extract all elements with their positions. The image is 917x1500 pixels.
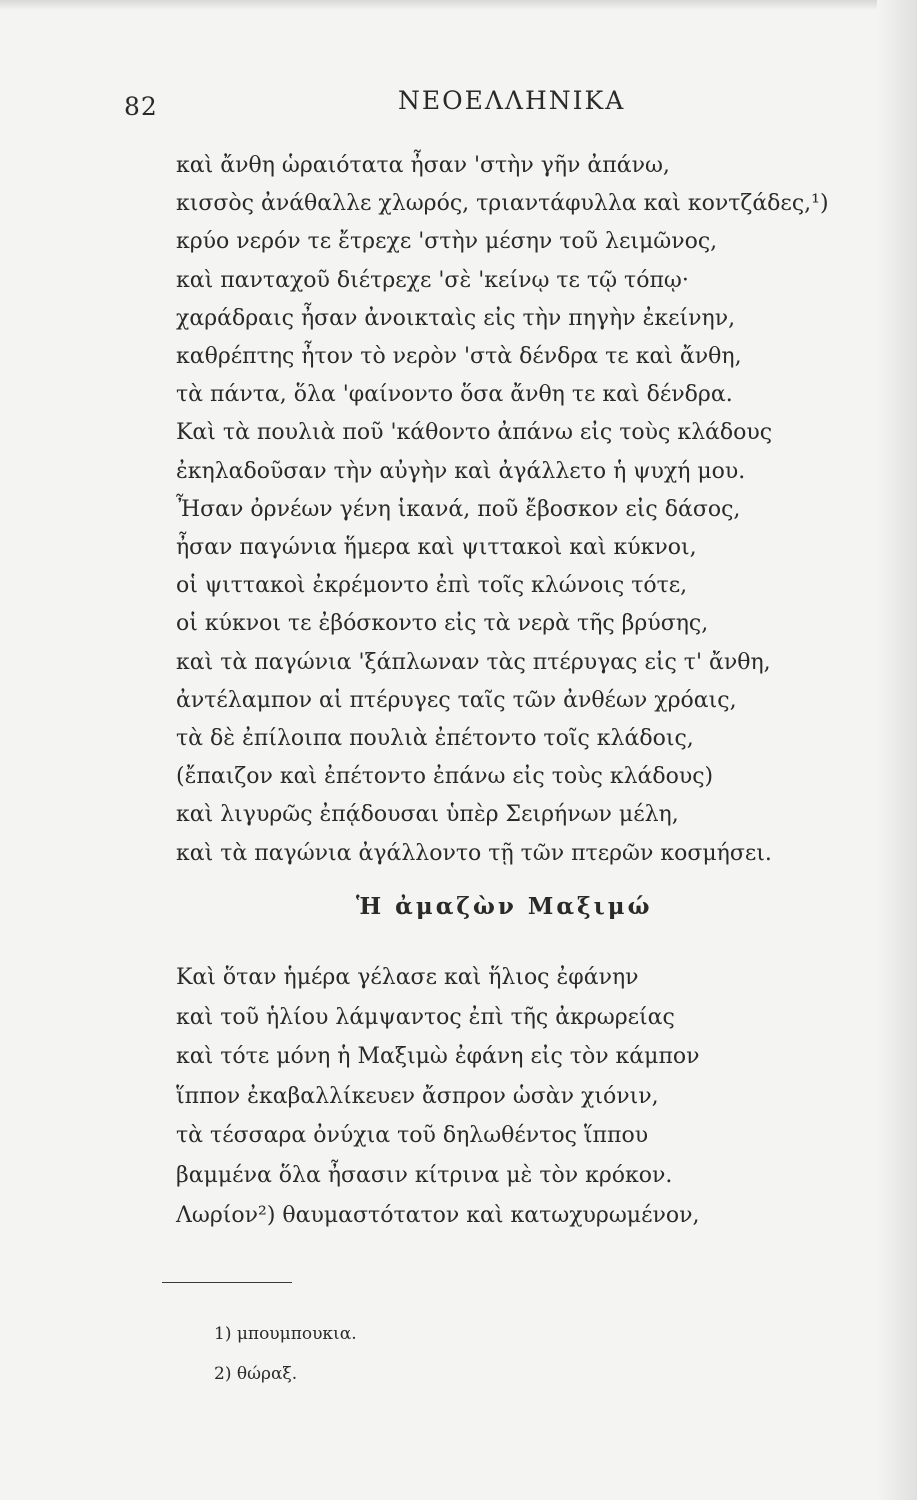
poem-part-2 <box>176 958 876 1235</box>
poem-line: ἦσαν παγώνια ἥμερα καὶ ψιττακοὶ καὶ κύκνοι, <box>176 535 697 561</box>
poem-line: καὶ τότε μόνη ἡ Μαξιμὼ ἐφάνη εἰς τὸν κάμπον <box>176 1044 700 1070</box>
poem-line: τὰ τέσσαρα ὀνύχια τοῦ δηλωθέντος ἵππου <box>176 1123 649 1149</box>
footnote: 1) μπουμπουκια. <box>214 1324 357 1344</box>
poem-line: καὶ ἄνθη ὡραιότατα ἦσαν 'στὴν γῆν ἀπάνω, <box>176 153 670 178</box>
poem-line: καὶ πανταχοῦ διέτρεχε 'σὲ 'κείνῳ τε τῷ τόπῳ· <box>176 267 689 293</box>
poem-line: καὶ τὰ παγώνια 'ξάπλωναν τὰς πτέρυγας εἰς τ' ἄνθη, <box>176 649 771 675</box>
poem-part-1 <box>176 147 876 873</box>
poem-line: κισσὸς ἀνάθαλλε χλωρός, τριαντάφυλλα καὶ κοντζάδες,¹) <box>176 191 829 217</box>
poem-line: βαμμένα ὅλα ἦσασιν κίτρινα μὲ τὸν κρόκον. <box>176 1162 673 1188</box>
poem-line: ἀντέλαμπον αἱ πτέρυγες ταῖς τῶν ἀνθέων χρόαις, <box>176 687 737 713</box>
poem-line: (ἔπαιζον καὶ ἐπέτοντο ἐπάνω εἰς τοὺς κλάδους) <box>176 764 714 790</box>
poem-line: κρύο νερόν τε ἔτρεχε 'στὴν μέσην τοῦ λειμῶνος, <box>176 229 718 255</box>
poem-line: χαράδραις ἦσαν ἀνοικταὶς εἰς τὴν πηγὴν ἐκείνην, <box>176 305 736 331</box>
poem-line: Ἦσαν ὀρνέων γένη ἱκανά, ποῦ ἔβοσκον εἰς δάσος, <box>176 496 741 522</box>
poem-line: Καὶ ὅταν ἡμέρα γέλασε καὶ ἥλιος ἐφάνην <box>176 965 639 990</box>
poem-line: Καὶ τὰ πουλιὰ ποῦ 'κάθοντο ἀπάνω εἰς τοὺς κλάδους <box>176 420 773 446</box>
poem-line: καὶ τοῦ ἡλίου λάμψαντος ἐπὶ τῆς ἀκρωρείας <box>176 1004 675 1030</box>
poem-line: οἱ κύκνοι τε ἐβόσκοντο εἰς τὰ νερὰ τῆς βρύσης, <box>176 611 709 637</box>
poem-line: καὶ λιγυρῶς ἐπᾴδουσαι ὑπὲρ Σειρήνων μέλη, <box>176 802 679 828</box>
page-top-edge <box>0 0 917 10</box>
page-number: 82 <box>124 92 158 121</box>
poem-line: Λωρίον²) θαυμαστότατον καὶ κατωχυρωμένον, <box>176 1202 700 1228</box>
running-title: ΝΕΟΕΛΛΗΝΙΚΑ <box>398 86 626 115</box>
poem-line: ἵππον ἐκαβαλλίκευεν ἄσπρον ὡσὰν χιόνιν, <box>176 1083 659 1109</box>
section-heading: Ἡ ἀμαζὼν Μαξιμώ <box>356 893 653 920</box>
poem-line: καθρέπτης ἦτον τὸ νερὸν 'στὰ δένδρα τε καὶ ἄνθη, <box>176 344 742 370</box>
poem-line: καὶ τὰ παγώνια ἀγάλλοντο τῇ τῶν πτερῶν κοσμήσει. <box>176 840 772 866</box>
page-right-edge <box>877 0 917 1500</box>
poem-line: ἐκηλαδοῦσαν τὴν αὐγὴν καὶ ἀγάλλετο ἡ ψυχή μου. <box>176 458 746 484</box>
footnote: 2) θώραξ. <box>214 1364 298 1384</box>
poem-line: τὰ δὲ ἐπίλοιπα πουλιὰ ἐπέτοντο τοῖς κλάδοις, <box>176 726 694 752</box>
footnote-divider <box>162 1282 292 1283</box>
footnotes <box>214 1314 357 1394</box>
poem-line: τὰ πάντα, ὅλα 'φαίνοντο ὅσα ἄνθη τε καὶ δένδρα. <box>176 382 733 408</box>
poem-line: οἱ ψιττακοὶ ἐκρέμοντο ἐπὶ τοῖς κλώνοις τότε, <box>176 573 688 599</box>
